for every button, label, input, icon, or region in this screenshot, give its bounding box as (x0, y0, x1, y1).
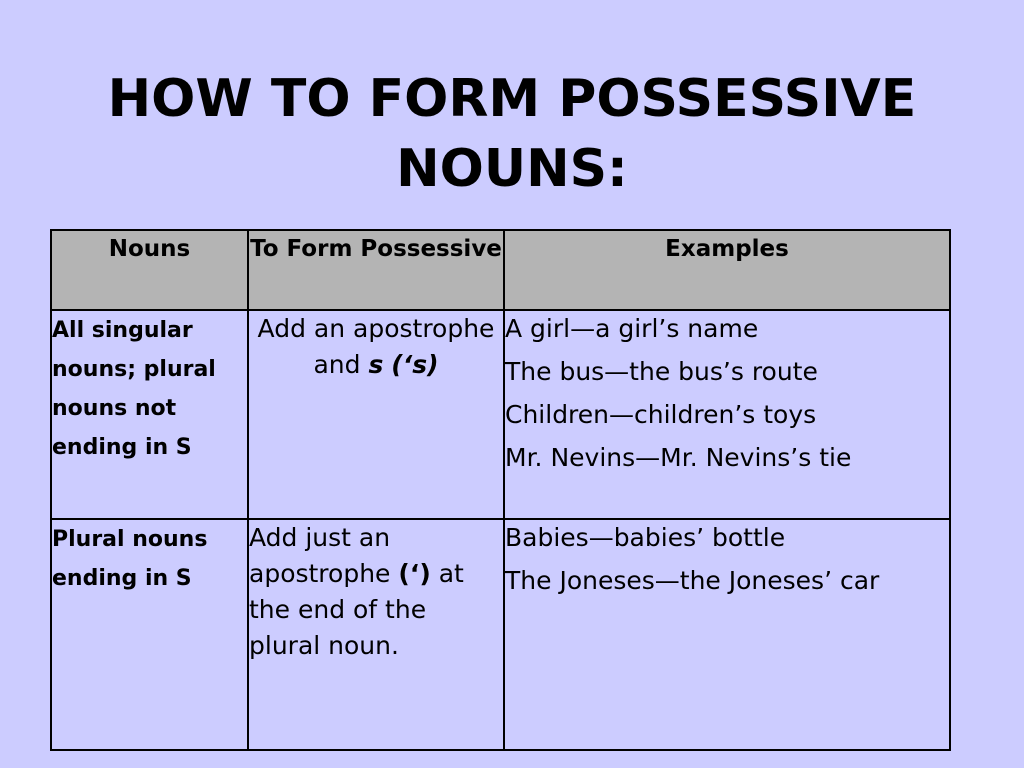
rule-text: Add an apostrophe and (257, 314, 495, 379)
rule-cell (248, 519, 504, 750)
rule-cell (248, 310, 504, 519)
slide-title (0, 64, 1024, 204)
example-item: Children—children’s toys (505, 400, 817, 429)
rule-emphasis-apostrophe-s: (‘s) (391, 350, 439, 379)
example-item: Mr. Nevins—Mr. Nevins’s tie (505, 443, 852, 472)
table-row (51, 519, 950, 750)
noun-type-cell: All singular nouns; plural nouns not ending in S (51, 310, 248, 519)
examples-cell (504, 310, 950, 519)
slide-title-line-1: HOW TO FORM POSSESSIVE (107, 69, 917, 129)
rule-emphasis-apostrophe: (‘) (398, 559, 431, 588)
rule-emphasis-s: s (368, 350, 384, 379)
rule-text-end: at the end of the plural noun. (249, 559, 464, 660)
table-row (51, 310, 950, 519)
header-nouns: Nouns (51, 230, 248, 310)
example-item: The bus—the bus’s route (505, 357, 818, 386)
header-to-form-possessive: To Form Possessive (248, 230, 504, 310)
slide-title-line-2: NOUNS: (396, 139, 628, 199)
possessive-rules-table (50, 229, 951, 751)
example-item: A girl—a girl’s name (505, 314, 759, 343)
header-examples: Examples (504, 230, 950, 310)
examples-cell (504, 519, 950, 750)
example-item: The Joneses—the Joneses’ car (505, 566, 880, 595)
rule-text: Add just an apostrophe (249, 523, 399, 588)
example-item: Babies—babies’ bottle (505, 523, 786, 552)
noun-type-cell: Plural nouns ending in S (51, 519, 248, 750)
table-header-row (51, 230, 950, 310)
